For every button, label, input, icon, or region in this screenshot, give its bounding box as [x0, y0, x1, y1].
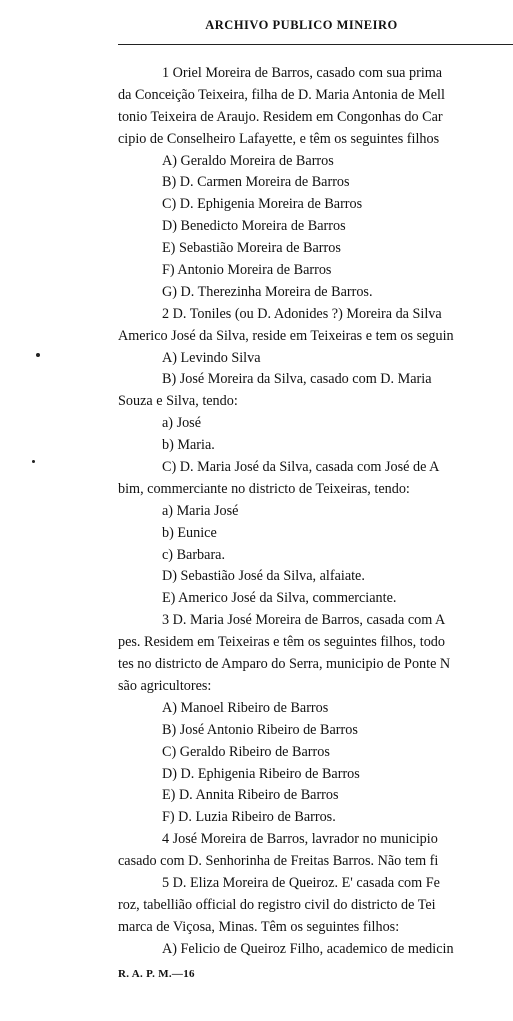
- text-line: E) D. Annita Ribeiro de Barros: [162, 787, 339, 804]
- text-line: 4 José Moreira de Barros, lavrador no municipio: [162, 831, 438, 848]
- running-header: ARCHIVO PUBLICO MINEIRO: [205, 18, 398, 32]
- text-line: roz, tabellião official do registro civil do districto de Tei: [118, 896, 436, 913]
- text-line: A) Geraldo Moreira de Barros: [162, 152, 334, 169]
- text-line: D) Sebastião José da Silva, alfaiate.: [162, 568, 365, 585]
- text-line: da Conceição Teixeira, filha de D. Maria Antonia de Mell: [118, 86, 445, 103]
- text-line: E) Americo José da Silva, commerciante.: [162, 590, 397, 607]
- text-line: são agricultores:: [118, 677, 212, 694]
- text-line: B) D. Carmen Moreira de Barros: [162, 174, 350, 191]
- margin-speck: [32, 460, 35, 463]
- text-line: bim, commerciante no districto de Teixeiras, tendo:: [118, 480, 410, 497]
- text-line: A) Levindo Silva: [162, 349, 261, 366]
- text-line: D) D. Ephigenia Ribeiro de Barros: [162, 765, 360, 782]
- text-line: Souza e Silva, tendo:: [118, 393, 238, 410]
- header-rule: [118, 44, 513, 45]
- text-line: 5 D. Eliza Moreira de Queiroz. E' casada com Fe: [162, 874, 440, 891]
- page-footer: R. A. P. M.—16: [118, 968, 195, 980]
- text-line: casado com D. Senhorinha de Freitas Barros. Não tem fi: [118, 853, 439, 870]
- text-line: B) José Antonio Ribeiro de Barros: [162, 721, 358, 738]
- text-line: a) Maria José: [162, 502, 239, 519]
- text-line: B) José Moreira da Silva, casado com D. Maria: [162, 371, 432, 388]
- text-line: C) Geraldo Ribeiro de Barros: [162, 743, 330, 760]
- text-line: b) Maria.: [162, 437, 215, 454]
- text-line: c) Barbara.: [162, 546, 226, 563]
- text-line: A) Felicio de Queiroz Filho, academico de medicin: [162, 940, 454, 957]
- text-line: C) D. Ephigenia Moreira de Barros: [162, 196, 363, 213]
- text-line: cipio de Conselheiro Lafayette, e têm os seguintes filhos: [118, 130, 440, 147]
- margin-speck: [36, 353, 40, 357]
- text-line: pes. Residem em Teixeiras e têm os seguintes filhos, todo: [118, 634, 445, 651]
- text-line: b) Eunice: [162, 524, 217, 541]
- text-line: Americo José da Silva, reside em Teixeiras e tem os seguin: [118, 327, 454, 344]
- text-line: C) D. Maria José da Silva, casada com José de A: [162, 459, 440, 476]
- text-line: 2 D. Toniles (ou D. Adonides ?) Moreira da Silva: [162, 305, 442, 322]
- text-line: E) Sebastião Moreira de Barros: [162, 240, 341, 257]
- text-line: 3 D. Maria José Moreira de Barros, casada com A: [162, 612, 446, 629]
- body-text: [118, 63, 513, 961]
- text-line: F) D. Luzia Ribeiro de Barros.: [162, 809, 336, 826]
- text-line: marca de Viçosa, Minas. Têm os seguintes filhos:: [118, 918, 400, 935]
- text-line: tonio Teixeira de Araujo. Residem em Congonhas do Car: [118, 108, 443, 125]
- text-line: tes no districto de Amparo do Serra, municipio de Ponte N: [118, 656, 451, 673]
- text-line: A) Manoel Ribeiro de Barros: [162, 699, 329, 716]
- text-line: G) D. Therezinha Moreira de Barros.: [162, 283, 373, 300]
- text-line: F) Antonio Moreira de Barros: [162, 262, 332, 279]
- text-line: D) Benedicto Moreira de Barros: [162, 218, 346, 235]
- text-line: a) José: [162, 415, 202, 432]
- text-line: 1 Oriel Moreira de Barros, casado com sua prima: [162, 65, 443, 81]
